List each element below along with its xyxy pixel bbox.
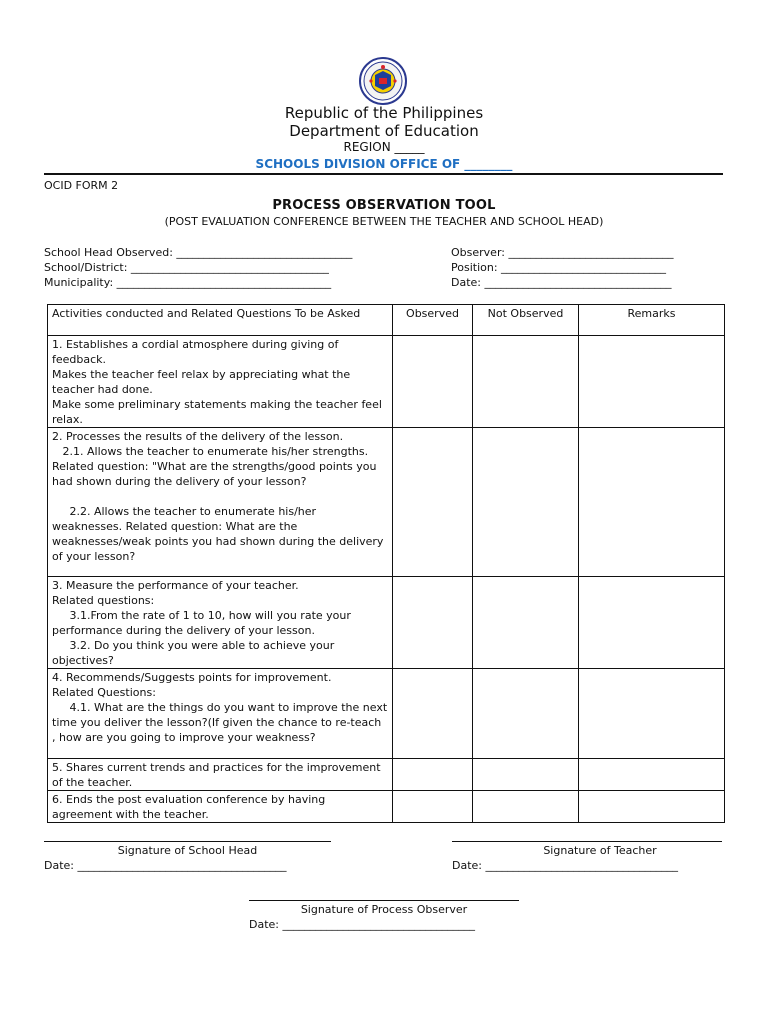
activity-6: 6. Ends the post evaluation conference by having agreement with the teacher. <box>48 791 393 823</box>
table-row <box>48 791 725 823</box>
not-observed-cell-2[interactable] <box>473 428 579 577</box>
school-head-signature-line[interactable] <box>44 841 331 842</box>
position-field[interactable]: Position: ______________________________ <box>451 261 667 274</box>
municipality-field[interactable]: Municipality: _______________________________________ <box>44 276 332 289</box>
teacher-signature-label: Signature of Teacher <box>543 844 657 857</box>
table-header-row <box>48 305 725 336</box>
header-activities: Activities conducted and Related Questions To be Asked <box>48 305 393 336</box>
school-head-signature-label: Signature of School Head <box>117 844 258 857</box>
info-row-3 <box>44 275 724 290</box>
observation-table <box>47 304 725 823</box>
school-head-date[interactable]: Date: ______________________________________ <box>44 859 287 872</box>
table-row <box>48 759 725 791</box>
activity-2: 2. Processes the results of the delivery of the lesson. 2.1. Allows the teacher to enumerate his/her strengths. Related question: "What are the strengths/good points you had shown during the delivery of your lesson? 2.2. Allows the teacher to enumerate his/her weaknesses. Related question: What are the weaknesses/weak points you had shown during the delivery of your lesson? <box>48 428 393 577</box>
table-row <box>48 669 725 759</box>
remarks-cell-6[interactable] <box>579 791 725 823</box>
activity-1: 1. Establishes a cordial atmosphere during giving of feedback. Makes the teacher feel relax by appreciating what the teacher had done. Make some preliminary statements making the teacher feel relax. <box>48 336 393 428</box>
form-title: PROCESS OBSERVATION TOOL <box>272 198 496 213</box>
form-code: OCID FORM 2 <box>44 179 119 192</box>
teacher-date[interactable]: Date: ___________________________________ <box>452 859 678 872</box>
not-observed-cell-6[interactable] <box>473 791 579 823</box>
activity-3: 3. Measure the performance of your teacher. Related questions: 3.1.From the rate of 1 to 10, how will you rate your performance during the delivery of your lesson. 3.2. Do you think you were able to achieve your objectives? <box>48 577 393 669</box>
table-row <box>48 336 725 428</box>
division-office-line: SCHOOLS DIVISION OFFICE OF ________ <box>255 157 513 171</box>
remarks-cell-3[interactable] <box>579 577 725 669</box>
remarks-cell-2[interactable] <box>579 428 725 577</box>
observer-field[interactable]: Observer: ______________________________ <box>451 246 674 259</box>
header-not-observed: Not Observed <box>473 305 579 336</box>
observed-cell-2[interactable] <box>393 428 473 577</box>
info-row-2 <box>44 260 724 275</box>
republic-heading: Republic of the Philippines <box>284 104 484 122</box>
not-observed-cell-1[interactable] <box>473 336 579 428</box>
observer-date[interactable]: Date: ___________________________________ <box>249 918 475 931</box>
observed-cell-1[interactable] <box>393 336 473 428</box>
header-remarks: Remarks <box>579 305 725 336</box>
deped-seal-icon <box>346 56 420 106</box>
region-line: REGION _____ <box>343 140 425 154</box>
date-field[interactable]: Date: __________________________________ <box>451 276 672 289</box>
remarks-cell-1[interactable] <box>579 336 725 428</box>
school-head-field[interactable]: School Head Observed: ________________________________ <box>44 246 353 259</box>
observer-signature-line[interactable] <box>249 900 519 901</box>
observed-cell-4[interactable] <box>393 669 473 759</box>
department-heading: Department of Education <box>289 122 479 140</box>
table-row <box>48 428 725 577</box>
not-observed-cell-5[interactable] <box>473 759 579 791</box>
remarks-cell-5[interactable] <box>579 759 725 791</box>
activity-4: 4. Recommends/Suggests points for improvement. Related Questions: 4.1. What are the things do you want to improve the next time you deliver the lesson?(If given the chance to re-teach , how are you going to improve your weakness? <box>48 669 393 759</box>
observed-cell-6[interactable] <box>393 791 473 823</box>
form-subtitle: (POST EVALUATION CONFERENCE BETWEEN THE TEACHER AND SCHOOL HEAD) <box>164 215 604 228</box>
observed-cell-5[interactable] <box>393 759 473 791</box>
table-row <box>48 577 725 669</box>
header-divider <box>44 173 723 175</box>
school-district-field[interactable]: School/District: ____________________________________ <box>44 261 329 274</box>
header-observed: Observed <box>393 305 473 336</box>
activity-5: 5. Shares current trends and practices for the improvement of the teacher. <box>48 759 393 791</box>
not-observed-cell-3[interactable] <box>473 577 579 669</box>
observer-signature-label: Signature of Process Observer <box>300 903 468 916</box>
not-observed-cell-4[interactable] <box>473 669 579 759</box>
remarks-cell-4[interactable] <box>579 669 725 759</box>
teacher-signature-line[interactable] <box>452 841 722 842</box>
observed-cell-3[interactable] <box>393 577 473 669</box>
info-row-1 <box>44 245 724 260</box>
